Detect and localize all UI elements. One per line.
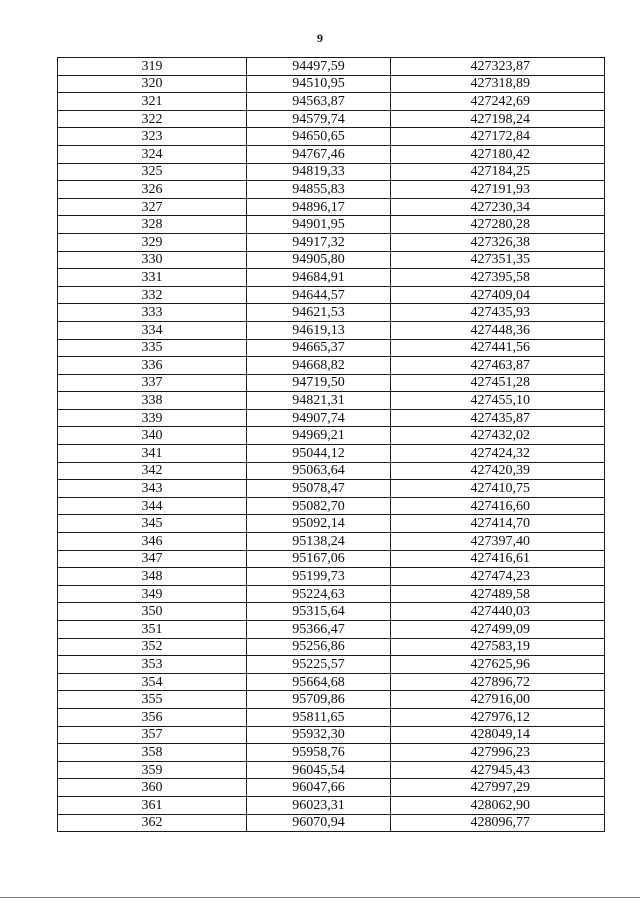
x-coordinate-cell: 95709,86 [247, 691, 391, 709]
point-number-cell: 342 [58, 462, 247, 480]
point-number-cell: 321 [58, 93, 247, 111]
table-row [58, 796, 605, 814]
point-number-cell: 339 [58, 409, 247, 427]
y-coordinate-cell: 427416,61 [391, 550, 605, 568]
x-coordinate-cell: 96070,94 [247, 814, 391, 832]
x-coordinate-cell: 94510,95 [247, 75, 391, 93]
y-coordinate-cell: 427351,35 [391, 251, 605, 269]
point-number-cell: 352 [58, 638, 247, 656]
y-coordinate-cell: 427395,58 [391, 269, 605, 287]
table-row [58, 708, 605, 726]
point-number-cell: 340 [58, 427, 247, 445]
point-number-cell: 334 [58, 321, 247, 339]
y-coordinate-cell: 427625,96 [391, 656, 605, 674]
point-number-cell: 338 [58, 392, 247, 410]
y-coordinate-cell: 427323,87 [391, 58, 605, 76]
x-coordinate-cell: 95225,57 [247, 656, 391, 674]
x-coordinate-cell: 95811,65 [247, 708, 391, 726]
point-number-cell: 337 [58, 374, 247, 392]
x-coordinate-cell: 95958,76 [247, 744, 391, 762]
table-row [58, 216, 605, 234]
y-coordinate-cell: 427455,10 [391, 392, 605, 410]
table-row [58, 198, 605, 216]
table-row [58, 761, 605, 779]
point-number-cell: 346 [58, 533, 247, 551]
x-coordinate-cell: 94619,13 [247, 321, 391, 339]
point-number-cell: 323 [58, 128, 247, 146]
x-coordinate-cell: 94621,53 [247, 304, 391, 322]
table-row [58, 269, 605, 287]
table-row [58, 673, 605, 691]
table-row [58, 585, 605, 603]
point-number-cell: 354 [58, 673, 247, 691]
y-coordinate-cell: 427463,87 [391, 357, 605, 375]
x-coordinate-cell: 95932,30 [247, 726, 391, 744]
y-coordinate-cell: 427976,12 [391, 708, 605, 726]
y-coordinate-cell: 427432,02 [391, 427, 605, 445]
point-number-cell: 322 [58, 110, 247, 128]
point-number-cell: 351 [58, 621, 247, 639]
point-number-cell: 353 [58, 656, 247, 674]
point-number-cell: 357 [58, 726, 247, 744]
point-number-cell: 325 [58, 163, 247, 181]
point-number-cell: 319 [58, 58, 247, 76]
y-coordinate-cell: 427424,32 [391, 445, 605, 463]
y-coordinate-cell: 427397,40 [391, 533, 605, 551]
point-number-cell: 349 [58, 585, 247, 603]
x-coordinate-cell: 94905,80 [247, 251, 391, 269]
point-number-cell: 356 [58, 708, 247, 726]
x-coordinate-cell: 94665,37 [247, 339, 391, 357]
x-coordinate-cell: 95199,73 [247, 568, 391, 586]
table-row [58, 392, 605, 410]
y-coordinate-cell: 427451,28 [391, 374, 605, 392]
table-row [58, 110, 605, 128]
y-coordinate-cell: 427416,60 [391, 497, 605, 515]
y-coordinate-cell: 427916,00 [391, 691, 605, 709]
table-row [58, 304, 605, 322]
table-row [58, 181, 605, 199]
x-coordinate-cell: 95224,63 [247, 585, 391, 603]
table-row [58, 515, 605, 533]
table-row [58, 251, 605, 269]
x-coordinate-cell: 94896,17 [247, 198, 391, 216]
page-number: 9 [317, 31, 323, 45]
y-coordinate-cell: 427583,19 [391, 638, 605, 656]
y-coordinate-cell: 427441,56 [391, 339, 605, 357]
table-row [58, 550, 605, 568]
y-coordinate-cell: 427440,03 [391, 603, 605, 621]
x-coordinate-cell: 94819,33 [247, 163, 391, 181]
x-coordinate-cell: 95082,70 [247, 497, 391, 515]
table-row [58, 533, 605, 551]
x-coordinate-cell: 95167,06 [247, 550, 391, 568]
coordinates-table-body [58, 58, 605, 832]
y-coordinate-cell: 427945,43 [391, 761, 605, 779]
x-coordinate-cell: 94497,59 [247, 58, 391, 76]
table-row [58, 163, 605, 181]
y-coordinate-cell: 427198,24 [391, 110, 605, 128]
point-number-cell: 326 [58, 181, 247, 199]
y-coordinate-cell: 427410,75 [391, 480, 605, 498]
y-coordinate-cell: 427318,89 [391, 75, 605, 93]
x-coordinate-cell: 94855,83 [247, 181, 391, 199]
table-row [58, 638, 605, 656]
y-coordinate-cell: 427172,84 [391, 128, 605, 146]
y-coordinate-cell: 428096,77 [391, 814, 605, 832]
table-row [58, 691, 605, 709]
point-number-cell: 336 [58, 357, 247, 375]
y-coordinate-cell: 427448,36 [391, 321, 605, 339]
x-coordinate-cell: 94563,87 [247, 93, 391, 111]
x-coordinate-cell: 95138,24 [247, 533, 391, 551]
x-coordinate-cell: 95078,47 [247, 480, 391, 498]
y-coordinate-cell: 427242,69 [391, 93, 605, 111]
x-coordinate-cell: 94650,65 [247, 128, 391, 146]
x-coordinate-cell: 95366,47 [247, 621, 391, 639]
y-coordinate-cell: 427414,70 [391, 515, 605, 533]
point-number-cell: 348 [58, 568, 247, 586]
point-number-cell: 343 [58, 480, 247, 498]
table-row [58, 93, 605, 111]
table-row [58, 357, 605, 375]
y-coordinate-cell: 427191,93 [391, 181, 605, 199]
y-coordinate-cell: 427997,29 [391, 779, 605, 797]
point-number-cell: 331 [58, 269, 247, 287]
x-coordinate-cell: 95664,68 [247, 673, 391, 691]
table-row [58, 779, 605, 797]
y-coordinate-cell: 428062,90 [391, 796, 605, 814]
y-coordinate-cell: 427435,93 [391, 304, 605, 322]
point-number-cell: 329 [58, 233, 247, 251]
point-number-cell: 332 [58, 286, 247, 304]
point-number-cell: 345 [58, 515, 247, 533]
y-coordinate-cell: 427996,23 [391, 744, 605, 762]
x-coordinate-cell: 94668,82 [247, 357, 391, 375]
y-coordinate-cell: 427435,87 [391, 409, 605, 427]
point-number-cell: 347 [58, 550, 247, 568]
table-row [58, 480, 605, 498]
y-coordinate-cell: 427184,25 [391, 163, 605, 181]
table-row [58, 603, 605, 621]
x-coordinate-cell: 96045,54 [247, 761, 391, 779]
point-number-cell: 333 [58, 304, 247, 322]
y-coordinate-cell: 428049,14 [391, 726, 605, 744]
table-row [58, 621, 605, 639]
y-coordinate-cell: 427896,72 [391, 673, 605, 691]
table-row [58, 814, 605, 832]
x-coordinate-cell: 94684,91 [247, 269, 391, 287]
table-row [58, 409, 605, 427]
point-number-cell: 355 [58, 691, 247, 709]
table-row [58, 427, 605, 445]
point-number-cell: 320 [58, 75, 247, 93]
x-coordinate-cell: 95063,64 [247, 462, 391, 480]
x-coordinate-cell: 95315,64 [247, 603, 391, 621]
x-coordinate-cell: 94901,95 [247, 216, 391, 234]
point-number-cell: 344 [58, 497, 247, 515]
table-row [58, 128, 605, 146]
point-number-cell: 327 [58, 198, 247, 216]
table-row [58, 75, 605, 93]
x-coordinate-cell: 94579,74 [247, 110, 391, 128]
table-row [58, 145, 605, 163]
x-coordinate-cell: 95092,14 [247, 515, 391, 533]
point-number-cell: 341 [58, 445, 247, 463]
table-row [58, 321, 605, 339]
y-coordinate-cell: 427474,23 [391, 568, 605, 586]
table-row [58, 233, 605, 251]
x-coordinate-cell: 94767,46 [247, 145, 391, 163]
y-coordinate-cell: 427326,38 [391, 233, 605, 251]
table-row [58, 374, 605, 392]
y-coordinate-cell: 427230,34 [391, 198, 605, 216]
y-coordinate-cell: 427420,39 [391, 462, 605, 480]
point-number-cell: 335 [58, 339, 247, 357]
y-coordinate-cell: 427409,04 [391, 286, 605, 304]
x-coordinate-cell: 95256,86 [247, 638, 391, 656]
x-coordinate-cell: 96023,31 [247, 796, 391, 814]
point-number-cell: 328 [58, 216, 247, 234]
x-coordinate-cell: 95044,12 [247, 445, 391, 463]
x-coordinate-cell: 94907,74 [247, 409, 391, 427]
table-row [58, 568, 605, 586]
y-coordinate-cell: 427180,42 [391, 145, 605, 163]
table-row [58, 286, 605, 304]
point-number-cell: 359 [58, 761, 247, 779]
x-coordinate-cell: 94719,50 [247, 374, 391, 392]
point-number-cell: 362 [58, 814, 247, 832]
point-number-cell: 330 [58, 251, 247, 269]
table-row [58, 445, 605, 463]
point-number-cell: 324 [58, 145, 247, 163]
table-row [58, 656, 605, 674]
point-number-cell: 350 [58, 603, 247, 621]
x-coordinate-cell: 94821,31 [247, 392, 391, 410]
y-coordinate-cell: 427489,58 [391, 585, 605, 603]
x-coordinate-cell: 94969,21 [247, 427, 391, 445]
point-number-cell: 358 [58, 744, 247, 762]
point-number-cell: 360 [58, 779, 247, 797]
table-row [58, 497, 605, 515]
y-coordinate-cell: 427280,28 [391, 216, 605, 234]
x-coordinate-cell: 94644,57 [247, 286, 391, 304]
point-number-cell: 361 [58, 796, 247, 814]
bottom-rule [0, 897, 640, 898]
y-coordinate-cell: 427499,09 [391, 621, 605, 639]
table-row [58, 462, 605, 480]
table-row [58, 726, 605, 744]
table-row [58, 58, 605, 76]
table-row [58, 744, 605, 762]
x-coordinate-cell: 94917,32 [247, 233, 391, 251]
table-row [58, 339, 605, 357]
coordinates-table [57, 57, 605, 832]
x-coordinate-cell: 96047,66 [247, 779, 391, 797]
